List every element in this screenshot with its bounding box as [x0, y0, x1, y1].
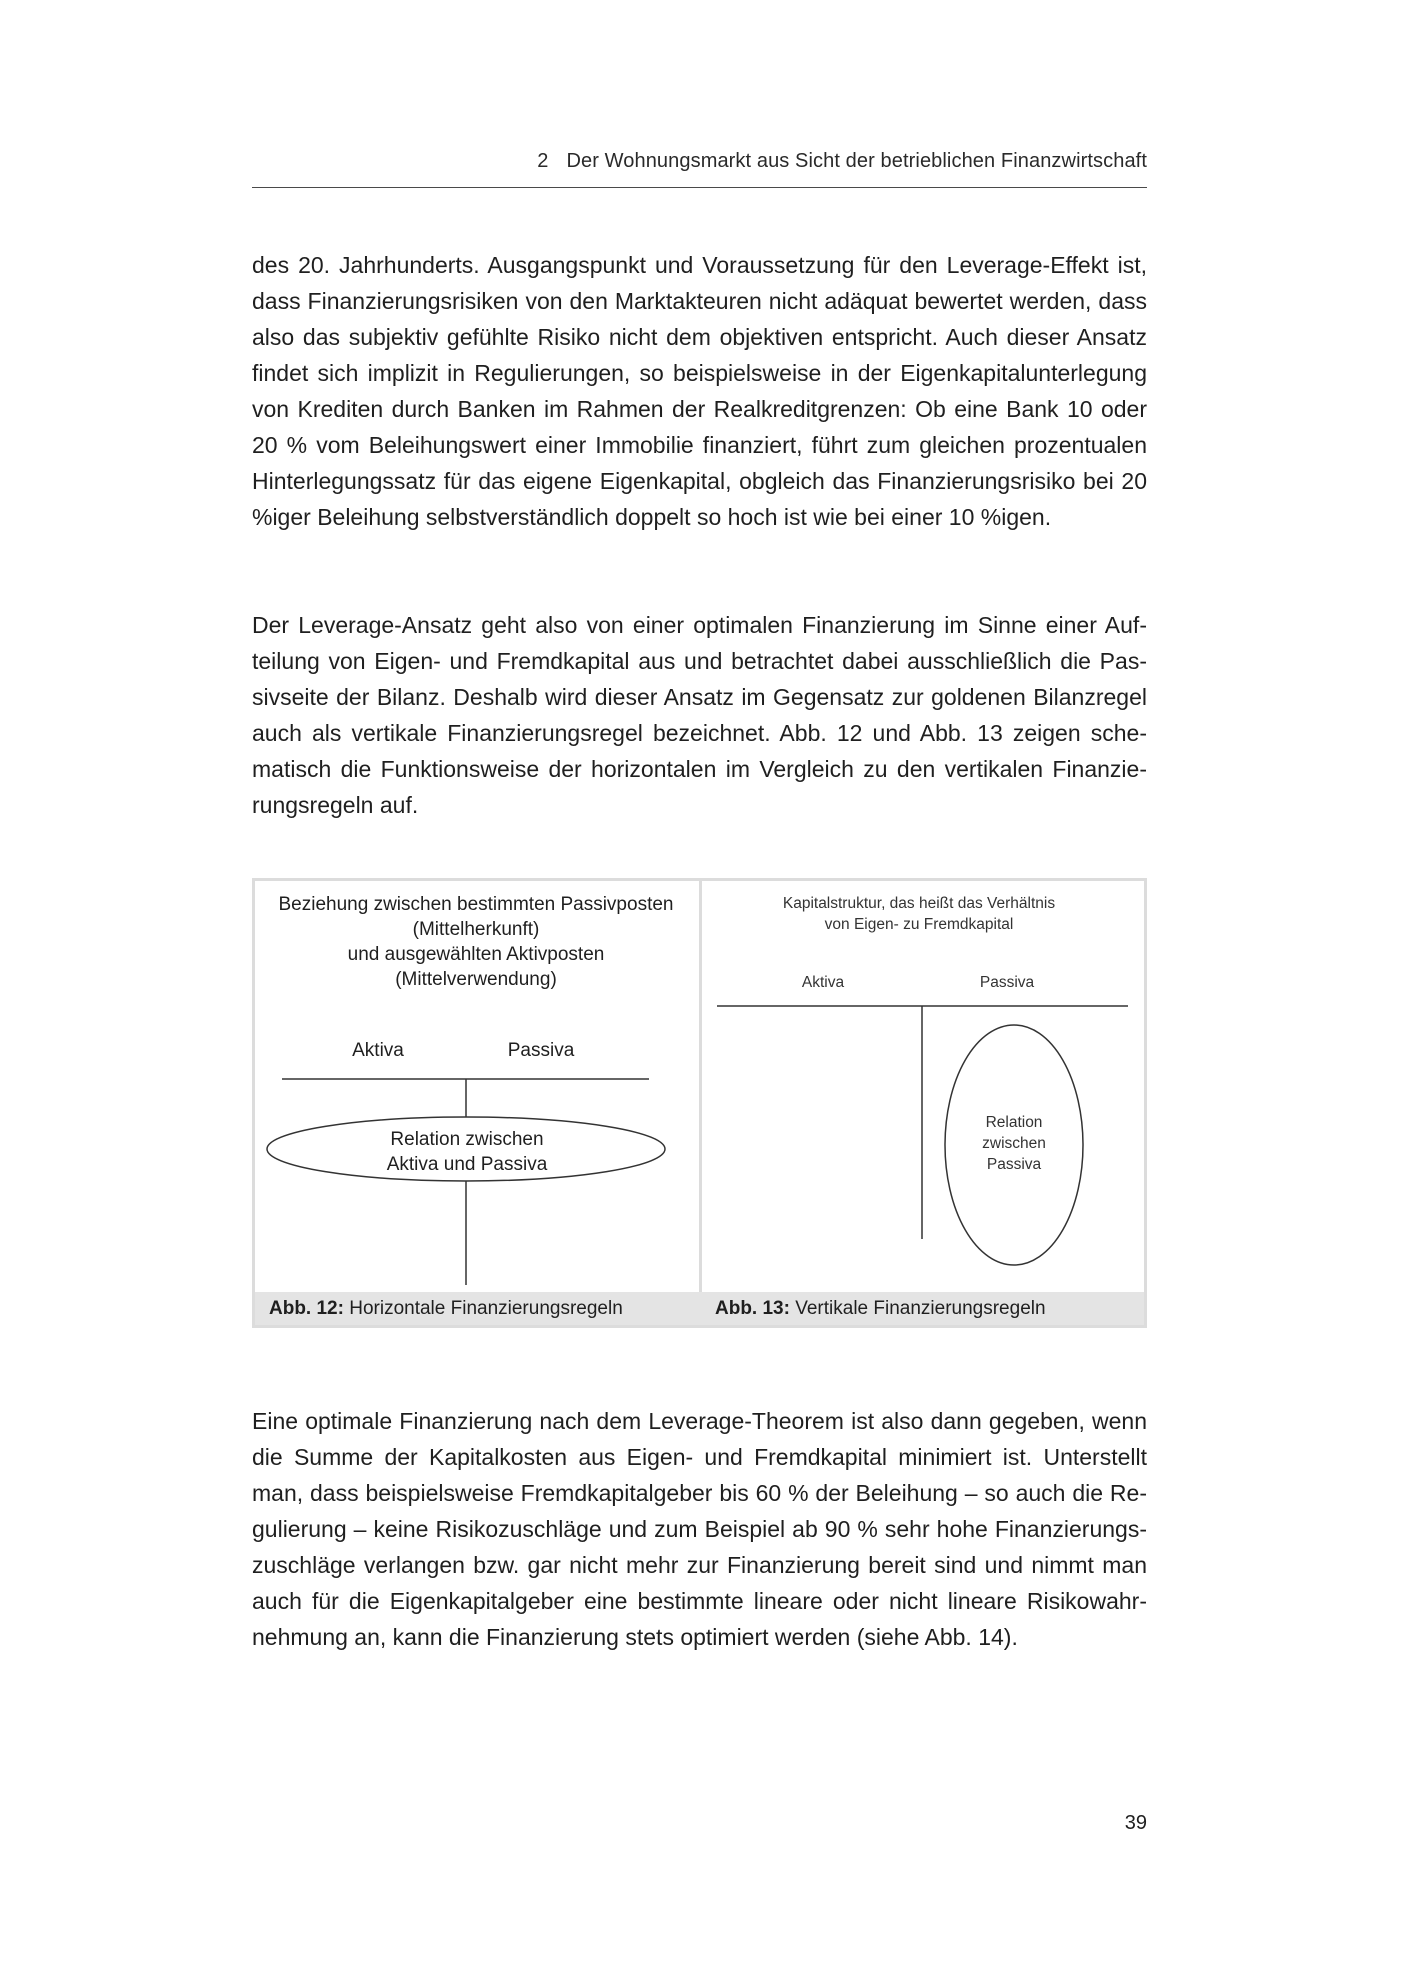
fig13-label-passiva: Passiva — [979, 974, 1035, 991]
caption-bar — [255, 1292, 1144, 1325]
fig12-title-line-3: und ausgewählten Aktivposten — [347, 944, 605, 965]
body-paragraph-1: des 20. Jahrhunderts. Ausgangspunkt und Voraussetzung für den Leverage-Effekt ist, dass Finanzierungsrisiken von den Marktakteuren nicht adäquat bewertet werden, dass also das subjektiv gefühlte Risiko nicht dem objektiven entspricht. Auch dieser Ansatz findet sich implizit in Regulierungen, so beispielsweise in der Eigenkapitalunterlegung von Krediten durch Banken im Rahmen der Realkreditgrenzen: Ob eine Bank 10 oder 20 % vom Beleihungswert einer Immobilie finanziert, führt zum gleichen prozentualen Hinterlegungssatz für das eigene Eigenkapital, obgleich das Finanzierungsrisiko bei 20 %iger Beleihung selbstverständlich doppelt so hoch ist wie bei einer 10 %igen. — [252, 252, 1147, 530]
fig13-title-line-2: von Eigen- zu Fremdkapital — [824, 916, 1014, 933]
fig13-ellipse-line-2: zwischen — [982, 1135, 1046, 1152]
figure-divider — [699, 881, 702, 1325]
fig12-label-passiva: Passiva — [507, 1040, 575, 1061]
header-rule — [252, 187, 1147, 188]
page-number: 39 — [1124, 1812, 1147, 1834]
caption-fig-13 — [715, 1298, 1046, 1320]
fig12-ellipse-line-2: Aktiva und Passiva — [386, 1154, 548, 1175]
fig13-title-line-1: Kapitalstruktur, das heißt das Verhältnis — [782, 895, 1056, 912]
fig12-title-line-4: (Mittelverwendung) — [395, 969, 557, 990]
caption-fig-12 — [269, 1298, 623, 1320]
body-paragraph-2: Der Leverage-Ansatz geht also von einer optimalen Finanzierung im Sinne einer Aufteilung von Eigen- und Fremdkapital aus und betrachtet dabei ausschließlich die Passivseite der Bilanz. Deshalb wird dieser Ansatz im Gegensatz zur goldenen Bilanzregel auch als vertikale Finanzierungsregel bezeichnet. Abb. 12 und Abb. 13 zeigen schematisch die Funktionsweise der horizontalen im Vergleich zu den vertikalen Finanzierungsregeln auf. — [252, 612, 1147, 818]
fig12-ellipse-line-1: Relation zwischen — [390, 1129, 544, 1150]
caption-13-text: Vertikale Finanzierungsregeln — [789, 1298, 1046, 1319]
chapter-number: 2 — [537, 150, 549, 172]
chapter-title: Der Wohnungsmarkt aus Sicht der betrieblichen Finanzwirtschaft — [566, 150, 1147, 172]
running-head — [252, 150, 1147, 173]
fig12-title-line-1: Beziehung zwischen bestimmten Passivposten — [278, 894, 674, 915]
caption-13-label: Abb. 13: — [715, 1298, 790, 1319]
fig12-title-line-2: (Mittelherkunft) — [412, 919, 540, 940]
figure-panel — [252, 878, 1147, 1328]
fig13-label-aktiva: Aktiva — [801, 974, 845, 991]
fig12-label-aktiva: Aktiva — [352, 1040, 404, 1061]
body-paragraph-3: Eine optimale Finanzierung nach dem Leverage-Theorem ist also dann gegeben, wenn die Summe der Kapitalkosten aus Eigen- und Fremdkapital minimiert ist. Unterstellt man, dass beispielsweise Fremdkapitalgeber bis 60 % der Beleihung – so auch die Regulierung – keine Risikozuschläge und zum Beispiel ab 90 % sehr hohe Finanzierungszuschläge verlangen bzw. gar nicht mehr zur Finanzierung bereit sind und nimmt man auch für die Eigenkapitalgeber eine bestimmte lineare oder nicht lineare Risikowahrnehmung an, kann die Finanzierung stets optimiert werden (siehe Abb. 14). — [252, 1408, 1147, 1650]
caption-12-label: Abb. 12: — [269, 1298, 344, 1319]
fig13-ellipse-line-3: Passiva — [986, 1156, 1042, 1173]
caption-12-text: Horizontale Finanzierungsregeln — [343, 1298, 623, 1319]
fig13-ellipse-line-1: Relation — [985, 1114, 1043, 1131]
